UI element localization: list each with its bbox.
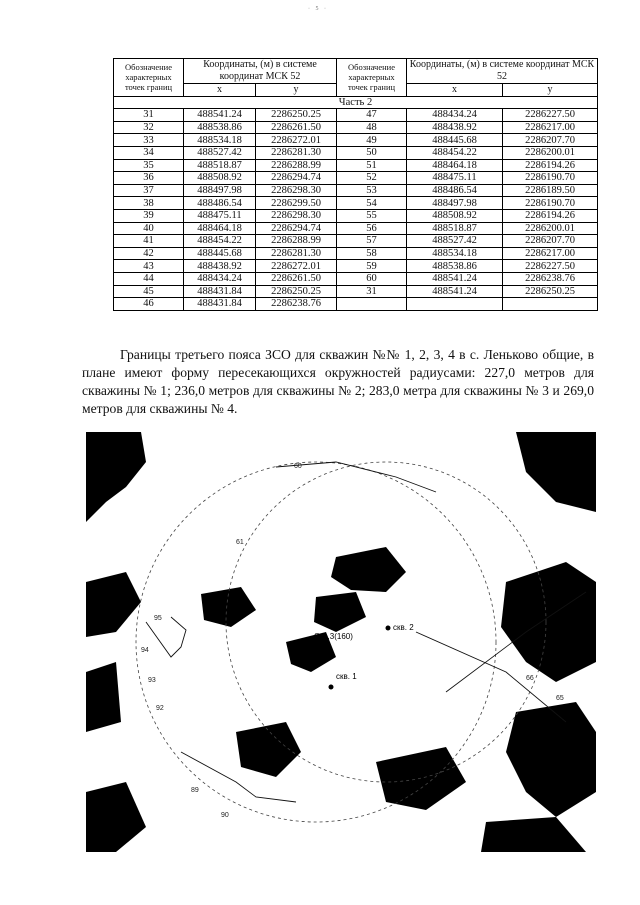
table-row <box>114 109 598 122</box>
table-cell: 53 <box>337 184 407 197</box>
table-cell: 2286298.30 <box>256 209 337 222</box>
coordinates-table <box>113 58 598 311</box>
table-cell: 488434.24 <box>407 109 503 122</box>
well-1-label: скв. 1 <box>336 672 357 681</box>
table-cell: 34 <box>114 146 184 159</box>
point-90-label: 90 <box>221 812 229 819</box>
table-cell: 488438.92 <box>184 260 256 273</box>
table-cell: 2286294.74 <box>256 172 337 185</box>
table-cell: 31 <box>337 285 407 298</box>
table-cell: 488445.68 <box>407 134 503 147</box>
table-cell: 2286207.70 <box>503 235 598 248</box>
boundary-line <box>146 617 186 657</box>
table-cell: 55 <box>337 209 407 222</box>
table-cell: 2286227.50 <box>503 109 598 122</box>
map-dark-area <box>236 722 301 777</box>
map-dark-area <box>481 817 586 852</box>
table-cell: 488534.18 <box>184 134 256 147</box>
table-cell: 488464.18 <box>407 159 503 172</box>
table-cell: 488445.68 <box>184 247 256 260</box>
table-cell: 2286194.26 <box>503 159 598 172</box>
table-cell: 2286190.70 <box>503 197 598 210</box>
table-cell: 49 <box>337 134 407 147</box>
page-mark: · 5 · <box>308 6 328 12</box>
table-cell: 488497.98 <box>407 197 503 210</box>
table-cell: 40 <box>114 222 184 235</box>
table-cell: 2286298.30 <box>256 184 337 197</box>
table-cell: 488541.24 <box>407 272 503 285</box>
table-cell: 36 <box>114 172 184 185</box>
table-cell: 488538.86 <box>184 121 256 134</box>
point-60-label: 60 <box>294 463 302 470</box>
header-y-right: y <box>503 84 598 97</box>
table-row <box>114 134 598 147</box>
table-cell: 488475.11 <box>184 209 256 222</box>
map-dark-area <box>506 702 596 817</box>
point-66-label: 66 <box>526 675 534 682</box>
table-cell: 2286250.25 <box>256 109 337 122</box>
table-cell: 488431.84 <box>184 298 256 311</box>
table-cell: 488431.84 <box>184 285 256 298</box>
table-cell: 2286261.50 <box>256 121 337 134</box>
table-cell: 488527.42 <box>184 146 256 159</box>
table-cell: 43 <box>114 260 184 273</box>
point-93-label: 93 <box>148 677 156 684</box>
table-cell: 2286200.01 <box>503 146 598 159</box>
table-cell: 2286190.70 <box>503 172 598 185</box>
table-cell: 39 <box>114 209 184 222</box>
zone-map <box>86 432 596 852</box>
map-dark-area <box>331 547 406 592</box>
table-cell: 45 <box>114 285 184 298</box>
table-cell: 488541.24 <box>407 285 503 298</box>
table-cell: 51 <box>337 159 407 172</box>
table-cell: 488454.22 <box>184 235 256 248</box>
table-cell: 488518.87 <box>407 222 503 235</box>
table-cell: 31 <box>114 109 184 122</box>
table-cell: 2286217.00 <box>503 247 598 260</box>
table-cell: 2286272.01 <box>256 134 337 147</box>
table-cell: 488464.18 <box>184 222 256 235</box>
table-cell: 488518.87 <box>184 159 256 172</box>
map-dark-area <box>516 432 596 512</box>
table-cell: 37 <box>114 184 184 197</box>
table-cell: 2286238.76 <box>256 298 337 311</box>
header-y-left: y <box>256 84 337 97</box>
header-x-right: x <box>407 84 503 97</box>
table-row <box>114 121 598 134</box>
table-cell: 2286288.99 <box>256 159 337 172</box>
map-dark-area <box>501 562 596 682</box>
table-cell: 2286207.70 <box>503 134 598 147</box>
table-cell: 488508.92 <box>407 209 503 222</box>
table-row <box>114 285 598 298</box>
table-row <box>114 209 598 222</box>
table-cell: 2286227.50 <box>503 260 598 273</box>
table-row <box>114 159 598 172</box>
point-89-label: 89 <box>191 787 199 794</box>
table-cell: 47 <box>337 109 407 122</box>
section-title: Часть 2 <box>114 96 598 109</box>
point-61-label: 61 <box>236 539 244 546</box>
table-row <box>114 222 598 235</box>
point-94-label: 94 <box>141 647 149 654</box>
table-cell: 56 <box>337 222 407 235</box>
table-cell: 488438.92 <box>407 121 503 134</box>
table-row <box>114 272 598 285</box>
point-65-label: 65 <box>556 695 564 702</box>
table-cell: 2286261.50 <box>256 272 337 285</box>
table-row <box>114 247 598 260</box>
table-row <box>114 146 598 159</box>
table-cell: 2286238.76 <box>503 272 598 285</box>
table-cell: 488497.98 <box>184 184 256 197</box>
table-cell: 2286288.99 <box>256 235 337 248</box>
zone-boundary-paragraph: Границы третьего пояса ЗСО для скважин №№ 1, 2, 3, 4 в с. Леньково общие, в плане имеют форму пересекающихся окружностей радиусами: 227,0 метров для скважины № 1; 236,0 метров для скважины № 2; 283,0 метра для скважины № 3 и 269,0 метров для скважины № 4. <box>82 347 594 416</box>
table-cell: 488454.22 <box>407 146 503 159</box>
table-cell: 2286217.00 <box>503 121 598 134</box>
table-row <box>114 260 598 273</box>
table-cell: 35 <box>114 159 184 172</box>
header-coords-right: Координаты, (м) в системе координат МСК 52 <box>407 59 598 84</box>
map-dark-area <box>86 782 146 852</box>
table-cell: 2286194.26 <box>503 209 598 222</box>
table-cell: 488486.54 <box>407 184 503 197</box>
header-x-left: x <box>184 84 256 97</box>
table-cell: 488475.11 <box>407 172 503 185</box>
table-cell: 488534.18 <box>407 247 503 260</box>
map-dark-area <box>86 572 141 637</box>
table-cell: 38 <box>114 197 184 210</box>
header-points-left: Обозначение характерных точек границ <box>114 59 184 97</box>
table-cell: 41 <box>114 235 184 248</box>
table-cell: 44 <box>114 272 184 285</box>
table-row <box>114 298 598 311</box>
table-cell: 2286250.25 <box>503 285 598 298</box>
table-cell: 57 <box>337 235 407 248</box>
map-dark-area <box>86 662 121 732</box>
table-cell: 32 <box>114 121 184 134</box>
table-cell: 48 <box>337 121 407 134</box>
table-cell: 488538.86 <box>407 260 503 273</box>
table-cell: 488541.24 <box>184 109 256 122</box>
table-cell: 488486.54 <box>184 197 256 210</box>
table-row <box>114 235 598 248</box>
table-cell: 50 <box>337 146 407 159</box>
map-dark-area <box>201 587 256 627</box>
table-row <box>114 197 598 210</box>
table-cell: 488527.42 <box>407 235 503 248</box>
table-cell: 54 <box>337 197 407 210</box>
table-cell: 60 <box>337 272 407 285</box>
table-cell: 42 <box>114 247 184 260</box>
table-cell: 2286281.30 <box>256 247 337 260</box>
table-row <box>114 172 598 185</box>
table-cell: 46 <box>114 298 184 311</box>
table-cell: 2286272.01 <box>256 260 337 273</box>
table-cell: 2286250.25 <box>256 285 337 298</box>
table-cell <box>407 298 503 311</box>
table-cell: 2286200.01 <box>503 222 598 235</box>
map-dark-area <box>376 747 466 810</box>
well-center-label: Скв.3(160) <box>314 632 353 641</box>
table-cell <box>503 298 598 311</box>
table-cell: 2286299.50 <box>256 197 337 210</box>
well-2-label: скв. 2 <box>393 623 414 632</box>
table-cell <box>337 298 407 311</box>
table-cell: 58 <box>337 247 407 260</box>
table-cell: 488508.92 <box>184 172 256 185</box>
map-dark-area <box>314 592 366 632</box>
header-points-right: Обозначение характерных точек границ <box>337 59 407 97</box>
header-coords-left: Координаты, (м) в системе координат МСК 52 <box>184 59 337 84</box>
table-cell: 59 <box>337 260 407 273</box>
point-95-label: 95 <box>154 615 162 622</box>
table-cell: 2286294.74 <box>256 222 337 235</box>
point-92-label: 92 <box>156 705 164 712</box>
table-cell: 488434.24 <box>184 272 256 285</box>
table-cell: 2286189.50 <box>503 184 598 197</box>
table-cell: 33 <box>114 134 184 147</box>
table-cell: 52 <box>337 172 407 185</box>
table-row <box>114 184 598 197</box>
map-dark-area <box>86 432 146 522</box>
table-cell: 2286281.30 <box>256 146 337 159</box>
